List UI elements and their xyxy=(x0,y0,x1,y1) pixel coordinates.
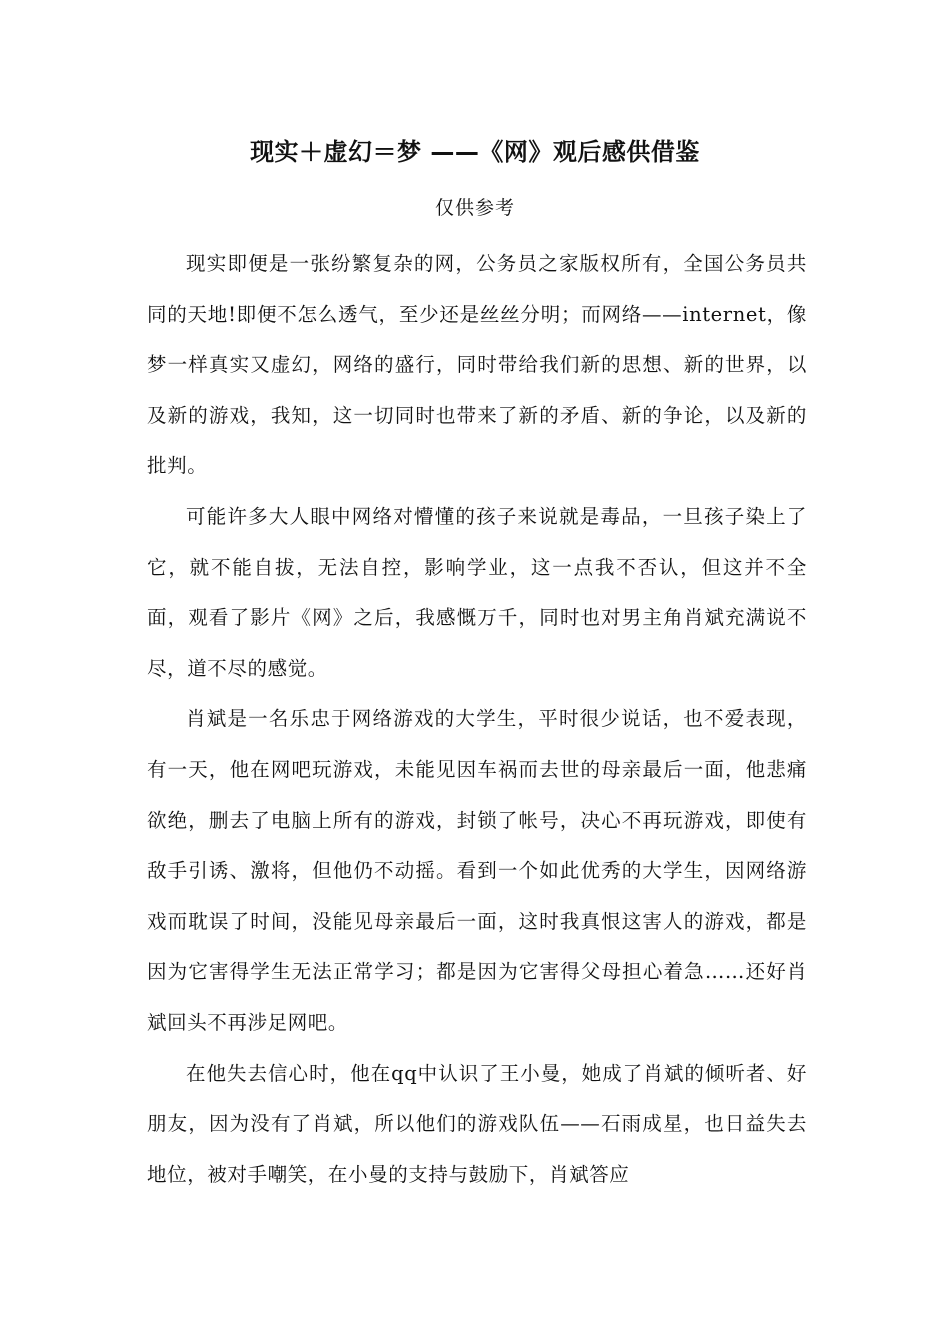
paragraph-3: 肖斌是一名乐忠于网络游戏的大学生，平时很少说话，也不爱表现，有一天，他在网吧玩游戏，未能见因车祸而去世的母亲最后一面，他悲痛欲绝，删去了电脑上所有的游戏，封锁了帐号，决心不再玩游戏，即使有敌手引诱、激将，但他仍不动摇。看到一个如此优秀的大学生，因网络游戏而耽误了时间，没能见母亲最后一面，这时我真恨这害人的游戏，都是因为它害得学生无法正常学习；都是因为它害得父母担心着急……还好肖斌回头不再涉足网吧。 xyxy=(147,707,807,1034)
paragraph-2: 可能许多大人眼中网络对懵懂的孩子来说就是毒品，一旦孩子染上了它，就不能自拔，无法自控，影响学业，这一点我不否认，但这并不全面，观看了影片《网》之后，我感慨万千，同时也对男主角肖斌充满说不尽，道不尽的感觉。 xyxy=(147,504,807,680)
paragraph-1: 现实即便是一张纷繁复杂的网，公务员之家版权所有，全国公务员共同的天地!即便不怎么透气，至少还是丝丝分明；而网络——internet，像梦一样真实又虚幻，网络的盛行，同时带给我们新的思想、新的世界，以及新的游戏，我知，这一切同时也带来了新的矛盾、新的争论，以及新的批判。 xyxy=(147,252,807,478)
paragraph-4: 在他失去信心时，他在qq中认识了王小曼，她成了肖斌的倾听者、好朋友，因为没有了肖斌，所以他们的游戏队伍——石雨成星，也日益失去地位，被对手嘲笑，在小曼的支持与鼓励下，肖斌答应 xyxy=(147,1061,807,1186)
document-body xyxy=(147,239,807,1200)
document-subtitle: 仅供参考 xyxy=(434,197,515,219)
document-title: 现实＋虚幻＝梦 ——《网》观后感供借鉴 xyxy=(250,138,700,166)
